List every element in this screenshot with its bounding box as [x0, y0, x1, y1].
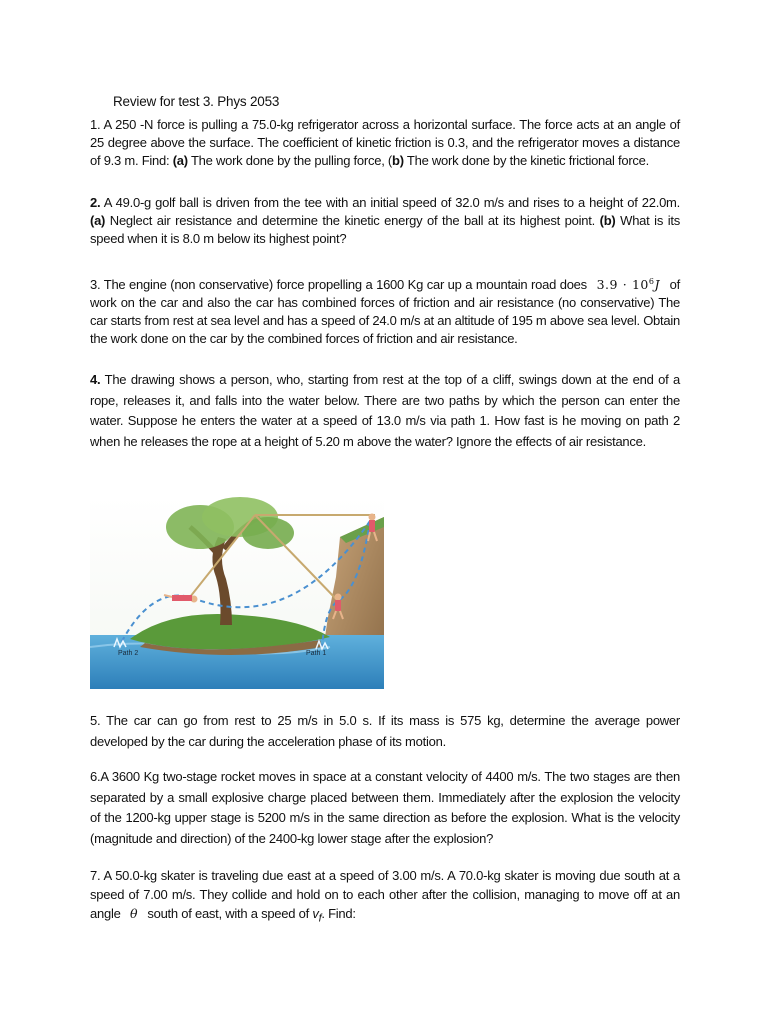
question-7 — [90, 866, 680, 929]
question-5: 5. The car can go from rest to 25 m/s in 5.0 s. If its mass is 575 kg, determine the average power developed by the car during the acceleration phase of its motion. — [90, 713, 680, 749]
q3-work-expression — [591, 277, 666, 292]
question-3 — [90, 273, 680, 348]
q7-theta-symbol: θ — [129, 906, 138, 921]
question-2 — [90, 194, 680, 248]
q4-text: The drawing shows a person, who, starting from rest at the top of a cliff, swings down at the end of a rope, releases it, and falls into the water below. There are two paths by which the person can enter the water. Suppose he enters the water at a speed of 13.0 m/s via path 1. How fast is he moving on path 2 when he releases the rope at a height of 5.20 m above the water? Ignore the effects of air resistance. — [90, 372, 680, 449]
q2-part-a-label: (a) — [90, 213, 106, 228]
q7-text-2: south of east, with a speed of — [147, 906, 309, 921]
q4-number: 4. — [90, 372, 101, 387]
q2-text-2: Neglect air resistance and determine the kinetic energy of the ball at its highest point. — [105, 213, 600, 228]
q2-number: 2. — [90, 195, 101, 210]
path-1-label: Path 1 — [306, 650, 327, 657]
q3-math-unit: J — [654, 277, 660, 293]
swing-rope-illustration — [90, 497, 384, 689]
question-1 — [90, 116, 680, 170]
q1-text-2: The work done by the pulling force, ( — [187, 153, 392, 168]
q1-part-a-label: (a) — [172, 153, 188, 168]
q3-text-1: 3. The engine (non conservative) force propelling a 1600 Kg car up a mountain road does — [90, 277, 587, 293]
q7-text-3: . Find: — [321, 906, 356, 921]
q7-vf-symbol — [312, 906, 322, 925]
question-6: 6.A 3600 Kg two-stage rocket moves in space at a constant velocity of 4400 m/s. The two stages are then separated by a small explosive charge placed between them. Immediately after the explosion the velocity of the 1200-kg upper stage is 5200 m/s in the same direction as before the explosion. What is the velocity (magnitude and direction) of the 2400-kg lower stage after the explosion? — [90, 769, 680, 846]
page-title: Review for test 3. Phys 2053 — [113, 94, 280, 109]
q7-text-1: 7. A 50.0-kg skater is traveling due east at a speed of 3.00 m/s. A 70.0-kg skater is moving due south at a speed of 7.00 m/s. They collide and hold on to each other after the collision, managing to move off at an angle — [90, 868, 680, 921]
q2-text-3: What is its speed when it is 8.0 m below its highest point? — [90, 213, 680, 246]
q2-text-1: A 49.0-g golf ball is driven from the tee with an initial speed of 32.0 m/s and rises to a height of 22.0m. — [100, 195, 680, 210]
q7-vf-subscript: f — [318, 912, 322, 925]
swing-rope-drawing — [90, 497, 384, 689]
q1-text-1: 1. A 250 -N force is pulling a 75.0-kg refrigerator across a horizontal surface. The force acts at an angle of 25 degree above the surface. The coefficient of kinetic friction is 0.3, and the refrigerator moves a distance of 9.3 m. Find: — [90, 117, 680, 168]
q3-math-exponent: 6 — [648, 277, 655, 286]
question-4 — [90, 370, 680, 452]
q1-text-3: The work done by the kinetic frictional force. — [403, 153, 650, 168]
q3-text-2: of work on the car and also the car has combined forces of friction and air resistance (no conservative) The car starts from rest at sea level and has a speed of 24.0 m/s at an altitude of 195 m above sea level. Obtain the work done on the car by the combined forces of friction and air resistance. — [90, 277, 680, 347]
q3-math-base: 3.9 · 10 — [596, 277, 649, 293]
path-2-label: Path 2 — [118, 650, 139, 657]
q2-part-b-label: (b) — [599, 213, 616, 228]
q7-vf-letter: v — [312, 906, 319, 921]
q1-part-b-label: b) — [392, 153, 404, 168]
